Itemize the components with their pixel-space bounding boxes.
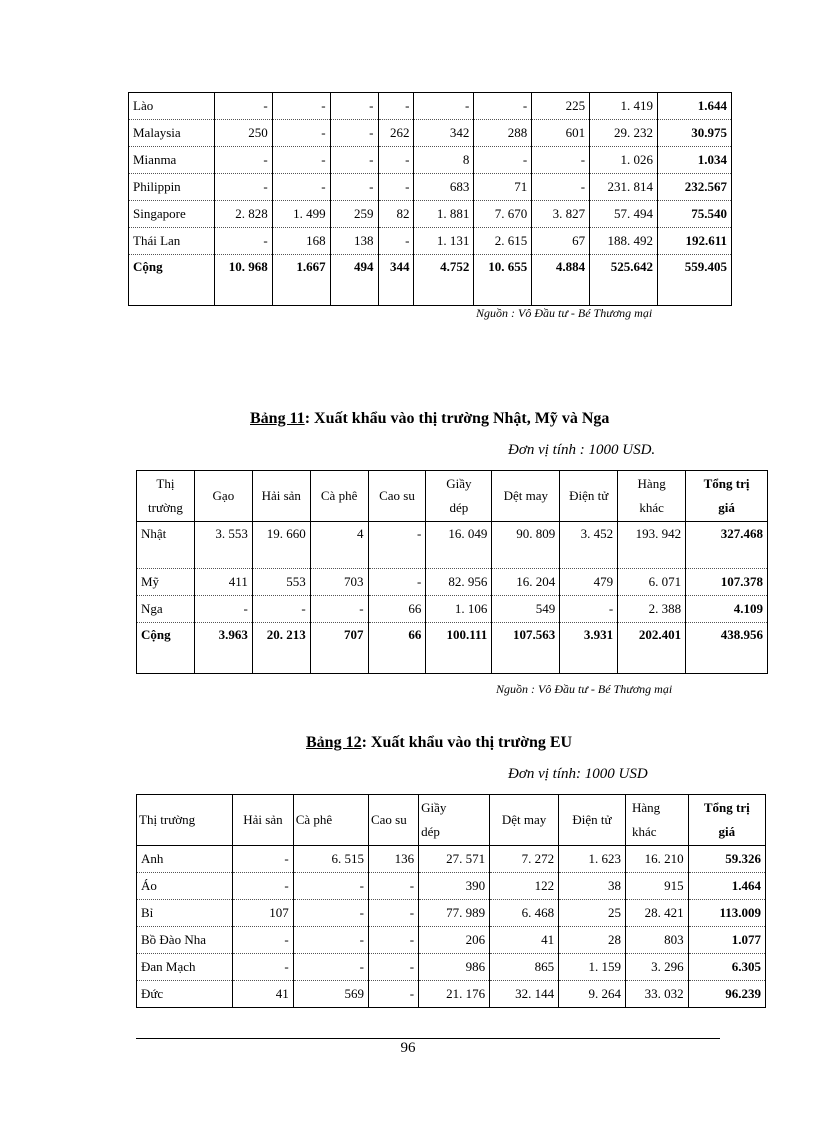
table-row — [137, 873, 766, 900]
value-cell: 8 — [414, 147, 474, 174]
header-cell: Cao su — [368, 471, 426, 522]
value-cell: 57. 494 — [590, 201, 658, 228]
value-cell: 28 — [559, 927, 626, 954]
value-cell: 915 — [625, 873, 688, 900]
country-cell: Malaysia — [129, 120, 215, 147]
value-cell: 390 — [419, 873, 490, 900]
value-cell: 553 — [252, 569, 310, 596]
source-note: Nguồn : Vô Đầu tư - Bé Thương mại — [476, 306, 653, 320]
market-cell: Nga — [137, 596, 195, 623]
value-cell: - — [368, 873, 418, 900]
header-cell: Hàng khác — [618, 471, 686, 522]
table-asean-continued — [128, 92, 732, 306]
country-cell: Mianma — [129, 147, 215, 174]
header-cell: Cao su — [368, 795, 418, 846]
value-cell: 4.884 — [532, 255, 590, 306]
value-cell: - — [378, 228, 414, 255]
value-cell: - — [194, 596, 252, 623]
header-cell: Dệt may — [492, 471, 560, 522]
table-caption: : Xuất khẩu vào thị trường EU — [361, 734, 573, 751]
header-cell: Thị trường — [137, 471, 195, 522]
value-cell: - — [378, 93, 414, 120]
value-cell: 549 — [492, 596, 560, 623]
table-row — [129, 174, 732, 201]
value-cell: 206 — [419, 927, 490, 954]
value-cell: 107.563 — [492, 623, 560, 674]
market-cell: Đức — [137, 981, 233, 1008]
value-cell: 25 — [559, 900, 626, 927]
value-cell: 2. 388 — [618, 596, 686, 623]
value-cell: 6. 515 — [293, 846, 368, 873]
value-cell: 6. 071 — [618, 569, 686, 596]
value-cell: 107 — [233, 900, 294, 927]
value-cell: - — [214, 147, 272, 174]
value-cell: - — [330, 174, 378, 201]
value-cell: 4.752 — [414, 255, 474, 306]
table-number: Bảng 11 — [250, 410, 305, 427]
value-cell: - — [474, 147, 532, 174]
value-cell: 803 — [625, 927, 688, 954]
value-cell: 2. 828 — [214, 201, 272, 228]
value-cell: 29. 232 — [590, 120, 658, 147]
value-cell: 7. 272 — [490, 846, 559, 873]
value-cell: 66 — [368, 623, 426, 674]
value-cell: 262 — [378, 120, 414, 147]
value-cell: - — [272, 120, 330, 147]
value-cell: 479 — [560, 569, 618, 596]
value-cell: - — [293, 873, 368, 900]
total-cell: 96.239 — [688, 981, 765, 1008]
value-cell: 10. 968 — [214, 255, 272, 306]
value-cell: 3. 296 — [625, 954, 688, 981]
value-cell: 136 — [368, 846, 418, 873]
value-cell: 1. 419 — [590, 93, 658, 120]
value-cell: 168 — [272, 228, 330, 255]
value-cell: - — [252, 596, 310, 623]
value-cell: 27. 571 — [419, 846, 490, 873]
total-cell: 1.077 — [688, 927, 765, 954]
table-row — [137, 596, 768, 623]
market-cell: Bỉ — [137, 900, 233, 927]
value-cell: 41 — [233, 981, 294, 1008]
value-cell: 1. 499 — [272, 201, 330, 228]
value-cell: 3.931 — [560, 623, 618, 674]
market-cell: Anh — [137, 846, 233, 873]
table-caption: : Xuất khẩu vào thị trường Nhật, Mỹ và Nga — [304, 410, 610, 427]
value-cell: - — [368, 981, 418, 1008]
header-cell: Cà phê — [293, 795, 368, 846]
value-cell: 494 — [330, 255, 378, 306]
header-cell: Hải sản — [233, 795, 294, 846]
value-cell: 66 — [368, 596, 426, 623]
value-cell: 2. 615 — [474, 228, 532, 255]
value-cell: - — [233, 927, 294, 954]
value-cell: 4 — [310, 522, 368, 569]
value-cell: - — [368, 927, 418, 954]
total-cell: 438.956 — [686, 623, 768, 674]
value-cell: 250 — [214, 120, 272, 147]
source-note: Nguồn : Vô Đầu tư - Bé Thương mại — [496, 682, 673, 696]
country-cell: Lào — [129, 93, 215, 120]
table-row — [137, 981, 766, 1008]
value-cell: 1. 159 — [559, 954, 626, 981]
value-cell: 16. 210 — [625, 846, 688, 873]
unit-label: Đơn vị tính : 1000 USD. — [508, 442, 656, 458]
total-cell: 107.378 — [686, 569, 768, 596]
value-cell: 41 — [490, 927, 559, 954]
value-cell: - — [233, 873, 294, 900]
table-eu — [136, 794, 766, 1008]
value-cell: 569 — [293, 981, 368, 1008]
value-cell: 703 — [310, 569, 368, 596]
value-cell: - — [272, 174, 330, 201]
total-cell: 59.326 — [688, 846, 765, 873]
value-cell: 3. 827 — [532, 201, 590, 228]
value-cell: 411 — [194, 569, 252, 596]
value-cell: 67 — [532, 228, 590, 255]
header-cell: Gạo — [194, 471, 252, 522]
value-cell: 259 — [330, 201, 378, 228]
value-cell: - — [214, 93, 272, 120]
value-cell: 1. 623 — [559, 846, 626, 873]
value-cell: 288 — [474, 120, 532, 147]
table-title — [306, 734, 572, 752]
market-cell: Bồ Đào Nha — [137, 927, 233, 954]
value-cell: - — [272, 93, 330, 120]
market-cell: Mỹ — [137, 569, 195, 596]
value-cell: 71 — [474, 174, 532, 201]
unit-label: Đơn vị tính: 1000 USD — [508, 766, 648, 782]
value-cell: 1.667 — [272, 255, 330, 306]
value-cell: 202.401 — [618, 623, 686, 674]
total-cell: 1.464 — [688, 873, 765, 900]
header-cell: Cà phê — [310, 471, 368, 522]
value-cell: - — [414, 93, 474, 120]
table-row — [129, 120, 732, 147]
header-cell: Điện tử — [560, 471, 618, 522]
total-cell: 192.611 — [658, 228, 732, 255]
table-row — [129, 147, 732, 174]
value-cell: 138 — [330, 228, 378, 255]
total-cell: 6.305 — [688, 954, 765, 981]
value-cell: 865 — [490, 954, 559, 981]
value-cell: 38 — [559, 873, 626, 900]
table-row — [137, 846, 766, 873]
value-cell: 9. 264 — [559, 981, 626, 1008]
value-cell: 3.963 — [194, 623, 252, 674]
value-cell: 188. 492 — [590, 228, 658, 255]
total-label: Cộng — [129, 255, 215, 306]
header-cell: Dệt may — [490, 795, 559, 846]
table-row — [137, 522, 768, 569]
value-cell: 90. 809 — [492, 522, 560, 569]
total-label: Cộng — [137, 623, 195, 674]
value-cell: 986 — [419, 954, 490, 981]
value-cell: - — [233, 954, 294, 981]
value-cell: 100.111 — [426, 623, 492, 674]
header-cell: Hàng khác — [625, 795, 688, 846]
value-cell: 193. 942 — [618, 522, 686, 569]
value-cell: 16. 049 — [426, 522, 492, 569]
total-cell: 30.975 — [658, 120, 732, 147]
table-row — [129, 93, 732, 120]
value-cell: 1. 131 — [414, 228, 474, 255]
total-cell: 1.644 — [658, 93, 732, 120]
total-cell: 4.109 — [686, 596, 768, 623]
country-cell: Thái Lan — [129, 228, 215, 255]
value-cell: - — [330, 93, 378, 120]
value-cell: 16. 204 — [492, 569, 560, 596]
value-cell: - — [378, 147, 414, 174]
value-cell: - — [368, 900, 418, 927]
table-row — [129, 201, 732, 228]
table-number: Bảng 12 — [306, 734, 362, 751]
value-cell: 32. 144 — [490, 981, 559, 1008]
country-cell: Philippin — [129, 174, 215, 201]
total-cell: 1.034 — [658, 147, 732, 174]
value-cell: 342 — [414, 120, 474, 147]
value-cell: - — [368, 954, 418, 981]
table-title — [250, 410, 609, 428]
total-cell: 232.567 — [658, 174, 732, 201]
value-cell: 1. 881 — [414, 201, 474, 228]
value-cell: - — [560, 596, 618, 623]
country-cell: Singapore — [129, 201, 215, 228]
header-cell: Thị trường — [137, 795, 233, 846]
table-row — [129, 228, 732, 255]
value-cell: 601 — [532, 120, 590, 147]
market-cell: Đan Mạch — [137, 954, 233, 981]
value-cell: 21. 176 — [419, 981, 490, 1008]
value-cell: - — [532, 174, 590, 201]
header-cell: Điện tử — [559, 795, 626, 846]
value-cell: - — [293, 954, 368, 981]
total-cell: 559.405 — [658, 255, 732, 306]
table-japan-us-russia — [136, 470, 768, 674]
header-cell: Tổng trị giá — [686, 471, 768, 522]
value-cell: 28. 421 — [625, 900, 688, 927]
header-cell: Tổng trị giá — [688, 795, 765, 846]
value-cell: - — [368, 522, 426, 569]
value-cell: 683 — [414, 174, 474, 201]
table-row — [137, 569, 768, 596]
value-cell: 344 — [378, 255, 414, 306]
value-cell: 3. 553 — [194, 522, 252, 569]
value-cell: 707 — [310, 623, 368, 674]
value-cell: - — [293, 927, 368, 954]
header-cell: Giầy dép — [426, 471, 492, 522]
value-cell: 82 — [378, 201, 414, 228]
header-cell: Hải sản — [252, 471, 310, 522]
footer-rule — [136, 1038, 720, 1039]
total-cell: 75.540 — [658, 201, 732, 228]
header-row — [137, 795, 766, 846]
value-cell: 19. 660 — [252, 522, 310, 569]
total-cell: 327.468 — [686, 522, 768, 569]
value-cell: - — [293, 900, 368, 927]
value-cell: 20. 213 — [252, 623, 310, 674]
value-cell: 1. 026 — [590, 147, 658, 174]
table-row — [137, 927, 766, 954]
value-cell: - — [272, 147, 330, 174]
value-cell: - — [532, 147, 590, 174]
value-cell: - — [233, 846, 294, 873]
total-cell: 113.009 — [688, 900, 765, 927]
value-cell: 33. 032 — [625, 981, 688, 1008]
table-row — [137, 900, 766, 927]
value-cell: - — [474, 93, 532, 120]
total-row — [137, 623, 768, 674]
table-row — [137, 954, 766, 981]
value-cell: 525.642 — [590, 255, 658, 306]
value-cell: - — [368, 569, 426, 596]
value-cell: 82. 956 — [426, 569, 492, 596]
value-cell: - — [378, 174, 414, 201]
header-row — [137, 471, 768, 522]
value-cell: 10. 655 — [474, 255, 532, 306]
total-row — [129, 255, 732, 306]
value-cell: 231. 814 — [590, 174, 658, 201]
market-cell: Áo — [137, 873, 233, 900]
value-cell: 122 — [490, 873, 559, 900]
value-cell: 7. 670 — [474, 201, 532, 228]
value-cell: - — [310, 596, 368, 623]
value-cell: 225 — [532, 93, 590, 120]
value-cell: - — [330, 120, 378, 147]
value-cell: 3. 452 — [560, 522, 618, 569]
page-number: 96 — [400, 1040, 416, 1056]
value-cell: 6. 468 — [490, 900, 559, 927]
value-cell: - — [214, 174, 272, 201]
value-cell: 1. 106 — [426, 596, 492, 623]
value-cell: - — [214, 228, 272, 255]
value-cell: - — [330, 147, 378, 174]
market-cell: Nhật — [137, 522, 195, 569]
header-cell: Giầy dép — [419, 795, 490, 846]
value-cell: 77. 989 — [419, 900, 490, 927]
